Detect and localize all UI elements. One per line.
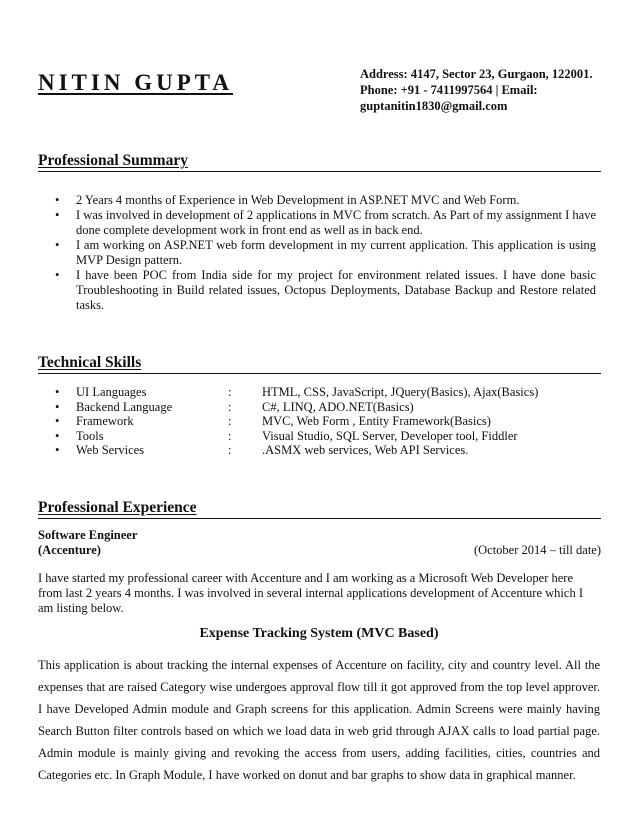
skill-row [38, 429, 598, 444]
phone-line: Phone: +91 - 7411997564 | Email: [360, 83, 538, 97]
list-item: • I was involved in development of 2 applications in MVC from scratch. As Part of my assignment I have done complete development work in front end as well as in back end. [38, 208, 596, 238]
skill-label: • Framework [76, 414, 134, 428]
experience-heading: Professional Experience [38, 499, 601, 519]
list-item: • I am working on ASP.NET web form development in my current application. This application is using MVP Design pattern. [38, 238, 596, 268]
skill-label: • Backend Language [76, 399, 173, 414]
skill-row [38, 443, 598, 458]
experience-intro: I have started my professional career with Accenture and I am working as a Microsoft Web Developer here from last 2 years 4 months. I was involved in several internal applications development of Accenture which I am listing below. [38, 571, 583, 615]
skill-label: • UI Languages [76, 385, 147, 399]
candidate-name: NITIN GUPTA [38, 70, 234, 95]
skill-separator: : [228, 443, 232, 457]
address-line: Address: 4147, Sector 23, Gurgaon, 122001. [360, 67, 593, 81]
skills-list [38, 385, 598, 458]
skill-row [38, 385, 598, 400]
list-item: • I have been POC from India side for my project for environment related issues. I have done basic Troubleshooting in Build related issues, Octopus Deployments, Database Backup and Restore related tasks. [38, 268, 596, 313]
skill-label: • Tools [76, 428, 104, 443]
summary-heading: Professional Summary [38, 152, 601, 172]
skill-separator: : [228, 399, 232, 414]
project-title: Expense Tracking System (MVC Based) [199, 626, 439, 641]
skill-value: C#, LINQ, ADO.NET(Basics) [262, 399, 414, 414]
skills-heading: Technical Skills [38, 354, 601, 374]
skill-value: MVC, Web Form , Entity Framework(Basics) [262, 414, 491, 428]
skill-separator: : [228, 385, 232, 399]
skill-separator: : [228, 428, 232, 443]
role-block [38, 528, 137, 558]
skill-value: HTML, CSS, JavaScript, JQuery(Basics), Ajax(Basics) [262, 385, 539, 399]
project-description: This application is about tracking the internal expenses of Accenture on facility, city and country level. All the expenses that are raised Category wise undergoes approval flow till it got approved from the top level approver. I have Developed Admin module and Graph screens for this application. Admin Screens were mainly having Search Button filter controls based on which we load data in web grid through AJAX calls to load partial page. Admin module is mainly giving and revoking the access from users, adding facilities, cities, countries and Categories etc. In Graph Module, I have worked on donut and bar graphs to show data in graphical manner. [38, 658, 600, 782]
company-name: (Accenture) [38, 543, 101, 557]
summary-list [38, 193, 596, 313]
contact-block [360, 66, 620, 114]
skill-separator: : [228, 414, 232, 428]
email-line: guptanitin1830@gmail.com [360, 99, 508, 113]
skill-value: .ASMX web services, Web API Services. [262, 443, 469, 457]
skill-row [38, 414, 598, 429]
job-title: Software Engineer [38, 528, 138, 542]
skill-value: Visual Studio, SQL Server, Developer tool, Fiddler [262, 428, 518, 443]
list-item: • 2 Years 4 months of Experience in Web Development in ASP.NET MVC and Web Form. [38, 193, 596, 208]
skill-label: • Web Services [76, 443, 145, 457]
employment-dates: (October 2014 – till date) [473, 543, 601, 557]
skill-row [38, 400, 598, 415]
